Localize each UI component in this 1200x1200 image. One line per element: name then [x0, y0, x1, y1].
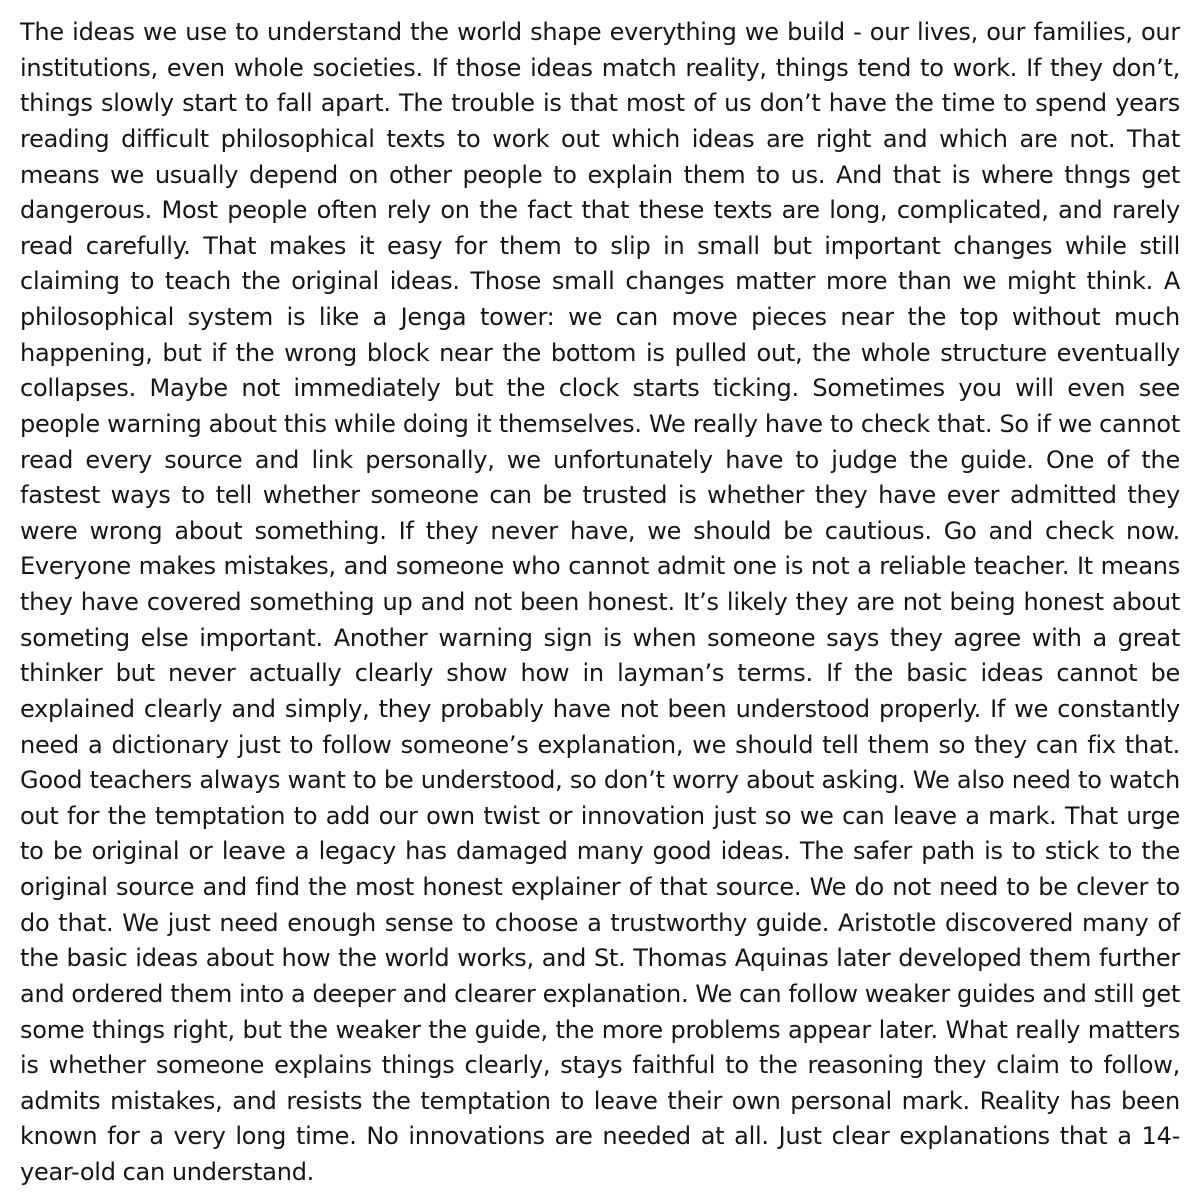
essay-paragraph: The ideas we use to understand the world shape everything we build - our lives, our families, our institutions, even whole societies. If those ideas match reality, things tend to work. If they don’t, things slowly start to fall apart. The trouble is that most of us don’t have the time to spend years reading difficult philosophical texts to work out which ideas are right and which are not. That means we usually depend on other people to explain them to us. And that is where thngs get dangerous. Most people often rely on the fact that these texts are long, complicated, and rarely read carefully. That makes it easy for them to slip in small but important changes while still claiming to teach the original ideas. Those small changes matter more than we might think. A philosophical system is like a Jenga tower: we can move pieces near the top without much happening, but if the wrong block near the bottom is pulled out, the whole structure eventually collapses. Maybe not immediately but the clock starts ticking. Sometimes you will even see people warning about this while doing it themselves. We really have to check that. So if we cannot read every source and link personally, we unfortunately have to judge the guide. One of the fastest ways to tell whether someone can be trusted is whether they have ever admitted they were wrong about something. If they never have, we should be cautious. Go and check now. Everyone makes mistakes, and someone who cannot admit one is not a reliable teacher. It means they have covered something up and not been honest. It’s likely they are not being honest about someting else important. Another warning sign is when someone says they agree with a great thinker but never actually clearly show how in layman’s terms. If the basic ideas cannot be explained clearly and simply, they probably have not been understood properly. If we constantly need a dictionary just to follow someone’s explanation, we should tell them so they can fix that. Good teachers always want to be understood, so don’t worry about asking. We also need to watch out for the temptation to add our own twist or innovation just so we can leave a mark. That urge to be original or leave a legacy has damaged many good ideas. The safer path is to stick to the original source and find the most honest explainer of that source. We do not need to be clever to do that. We just need enough sense to choose a trustworthy guide. Aristotle discovered many of the basic ideas about how the world works, and St. Thomas Aquinas later developed them further and ordered them into a deeper and clearer explanation. We can follow weaker guides and still get some things right, but the weaker the guide, the more problems appear later. What really matters is whether someone explains things clearly, stays faithful to the reasoning they claim to follow, admits mistakes, and resists the temptation to leave their own personal mark. Reality has been known for a very long time. No innovations are needed at all. Just clear explanations that a 14-year-old can understand. — [20, 18, 1180, 1186]
